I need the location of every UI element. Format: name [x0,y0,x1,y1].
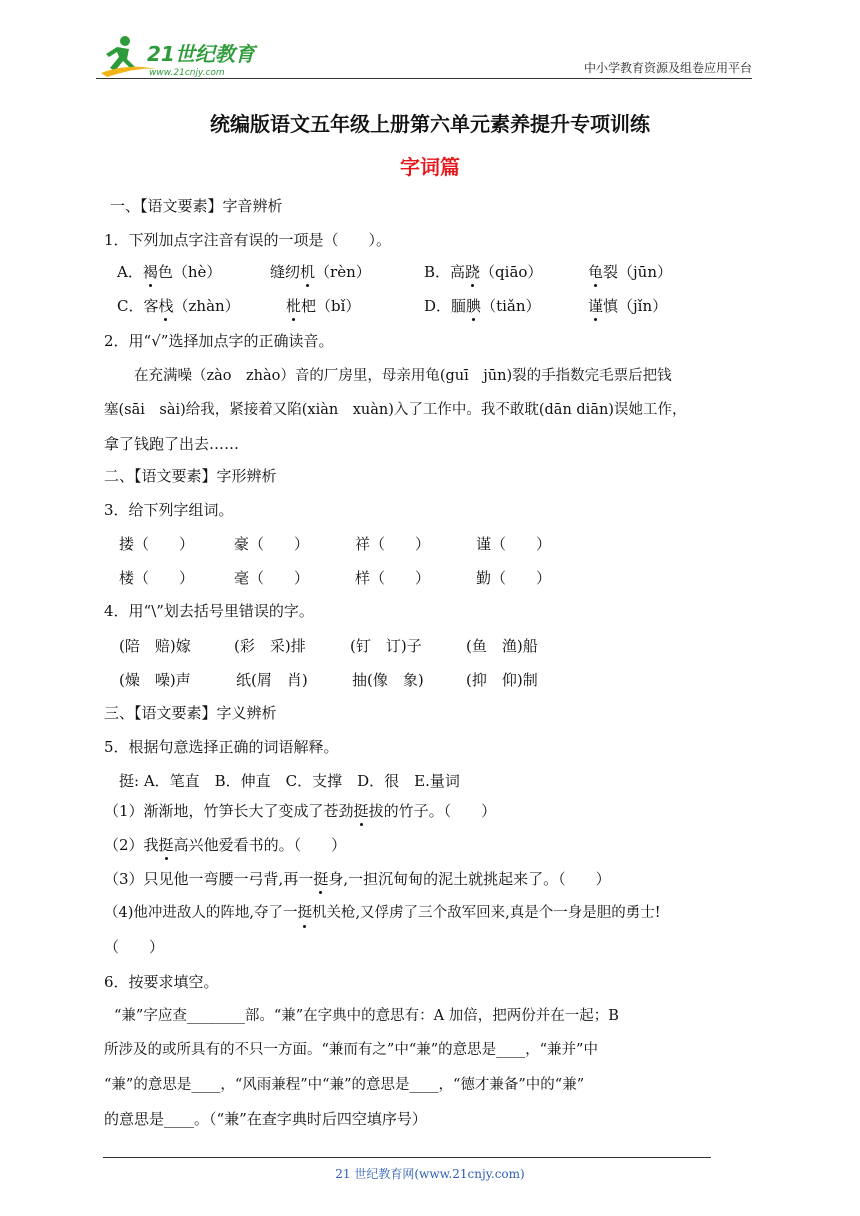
logo-text: 21世纪教育 [147,42,255,66]
footer-text: 21 世纪教育网(www.21cnjy.com) [335,1167,525,1181]
q1-option-d1: D．腼腆（tiǎn） [424,297,541,315]
q4-item: (燥 噪)声 [119,671,191,689]
q3-item: 祥（ ） [355,535,431,553]
q2-passage-line-2: 塞(sāi sài)给我，紧接着又陷(xiàn xuàn)入了工作中。我不敢耽(dān diān)误她工作， [104,402,687,418]
q1-option-b1: B．高跷（qiāo） [424,263,543,281]
q5-sentence-3: （3）只见他一弯腰一弓背,再一挺身,一担沉甸甸的泥土就挑起来了。（ ） [104,870,611,888]
q2-passage-line-3: 拿了钱跑了出去…… [104,435,240,453]
q3-item: 楼（ ） [119,569,195,587]
q1-option-d2: 谨慎（jǐn） [588,297,668,315]
dotted-char: 挺 [158,836,174,854]
platform-name: 中小学教育资源及组卷应用平台 [583,61,752,75]
q1-option-a2: 缝纫机（rèn） [270,263,371,281]
page-title: 统编版语文五年级上册第六单元素养提升专项训练 [210,112,650,136]
q4-item: 纸(屑 肖) [236,671,308,689]
question-4-stem: 4．用“\”划去括号里错误的字。 [104,602,314,620]
dotted-char: 跷 [465,263,481,281]
dotted-char: 龟 [588,263,604,281]
q1-option-a1: A．褐色（hè） [117,263,222,281]
q4-item: (抑 仰)制 [466,671,538,689]
q5-sentence-1: （1）渐渐地，竹笋长大了变成了苍劲挺拔的竹子。（ ） [104,802,497,820]
section-heading-2: 二、【语文要素】字形辨析 [104,467,277,485]
q5-sentence-4: （4)他冲进敌人的阵地,夺了一挺机关枪,又俘虏了三个敌军回来,真是个一身是胆的勇士! [104,905,661,921]
question-6-stem: 6．按要求填空。 [104,973,219,991]
question-5-stem: 5．根据句意选择正确的词语解释。 [104,738,339,756]
dotted-char: 机 [300,263,316,281]
q6-line-4: 的意思是____。（“兼”在查字典时后四空填序号） [104,1110,427,1128]
q6-line-1: “兼”字应查________部。“兼”在字典中的意思有：A 加倍，把两份并在一起；B [114,1008,619,1024]
q3-item: 毫（ ） [234,569,310,587]
q3-item: 豪（ ） [234,535,310,553]
question-3-stem: 3．给下列字组词。 [104,501,234,519]
logo [97,33,267,79]
q3-item: 样（ ） [355,569,431,587]
page-subtitle: 字词篇 [400,155,460,179]
q4-item: 抽(像 象) [352,671,424,689]
q1-option-c1: C．客栈（zhàn） [117,297,240,315]
q1-option-b2: 龟裂（jūn） [588,263,672,281]
q4-item: (鱼 渔)船 [466,637,538,655]
logo-url: www.21cnjy.com [149,68,225,78]
q6-line-2: 所涉及的或所具有的不只一方面。“兼而有之”中“兼”的意思是____，“兼并”中 [104,1042,598,1058]
q6-line-3: “兼”的意思是____，“风雨兼程”中“兼”的意思是____，“德才兼备”中的“兼” [104,1077,585,1093]
q4-item: (彩 采)排 [234,637,306,655]
q5-sentence-2: （2）我挺高兴他爱看书的。（ ） [104,836,347,854]
q1-option-c2: 枇杷（bǐ） [286,297,361,315]
footer-divider [103,1157,711,1158]
dotted-char: 挺 [313,870,329,888]
question-1-stem: 1．下列加点字注音有误的一项是（ ）。 [104,231,392,249]
dotted-char: 挺 [353,802,369,820]
section-heading-1: 一、【语文要素】字音辨析 [110,197,283,215]
dotted-char: 褐 [142,263,158,281]
q4-item: (钉 订)子 [350,637,422,655]
q4-item: (陪 赔)嫁 [119,637,191,655]
q3-item: 勤（ ） [476,569,552,587]
q5-options: 挺: A．笔直 B．伸直 C．支撑 D．很 E.量词 [119,772,460,790]
question-2-stem: 2．用“√”选择加点字的正确读音。 [104,332,334,350]
dotted-char: 挺 [297,905,312,921]
q2-passage-line-1: 在充满噪（zào zhào）音的厂房里，母亲用龟(guī jūn)裂的手指数完毛票后把钱 [134,368,672,384]
dotted-char: 谨 [588,297,604,315]
q5-sentence-4-blank: （ ） [104,938,165,956]
dotted-char: 枇 [286,297,302,315]
section-heading-3: 三、【语文要素】字义辨析 [104,704,277,722]
header-divider [96,78,752,79]
dotted-char: 栈 [158,297,174,315]
q3-item: 搂（ ） [119,535,195,553]
dotted-char: 腆 [466,297,482,315]
q3-item: 谨（ ） [476,535,552,553]
